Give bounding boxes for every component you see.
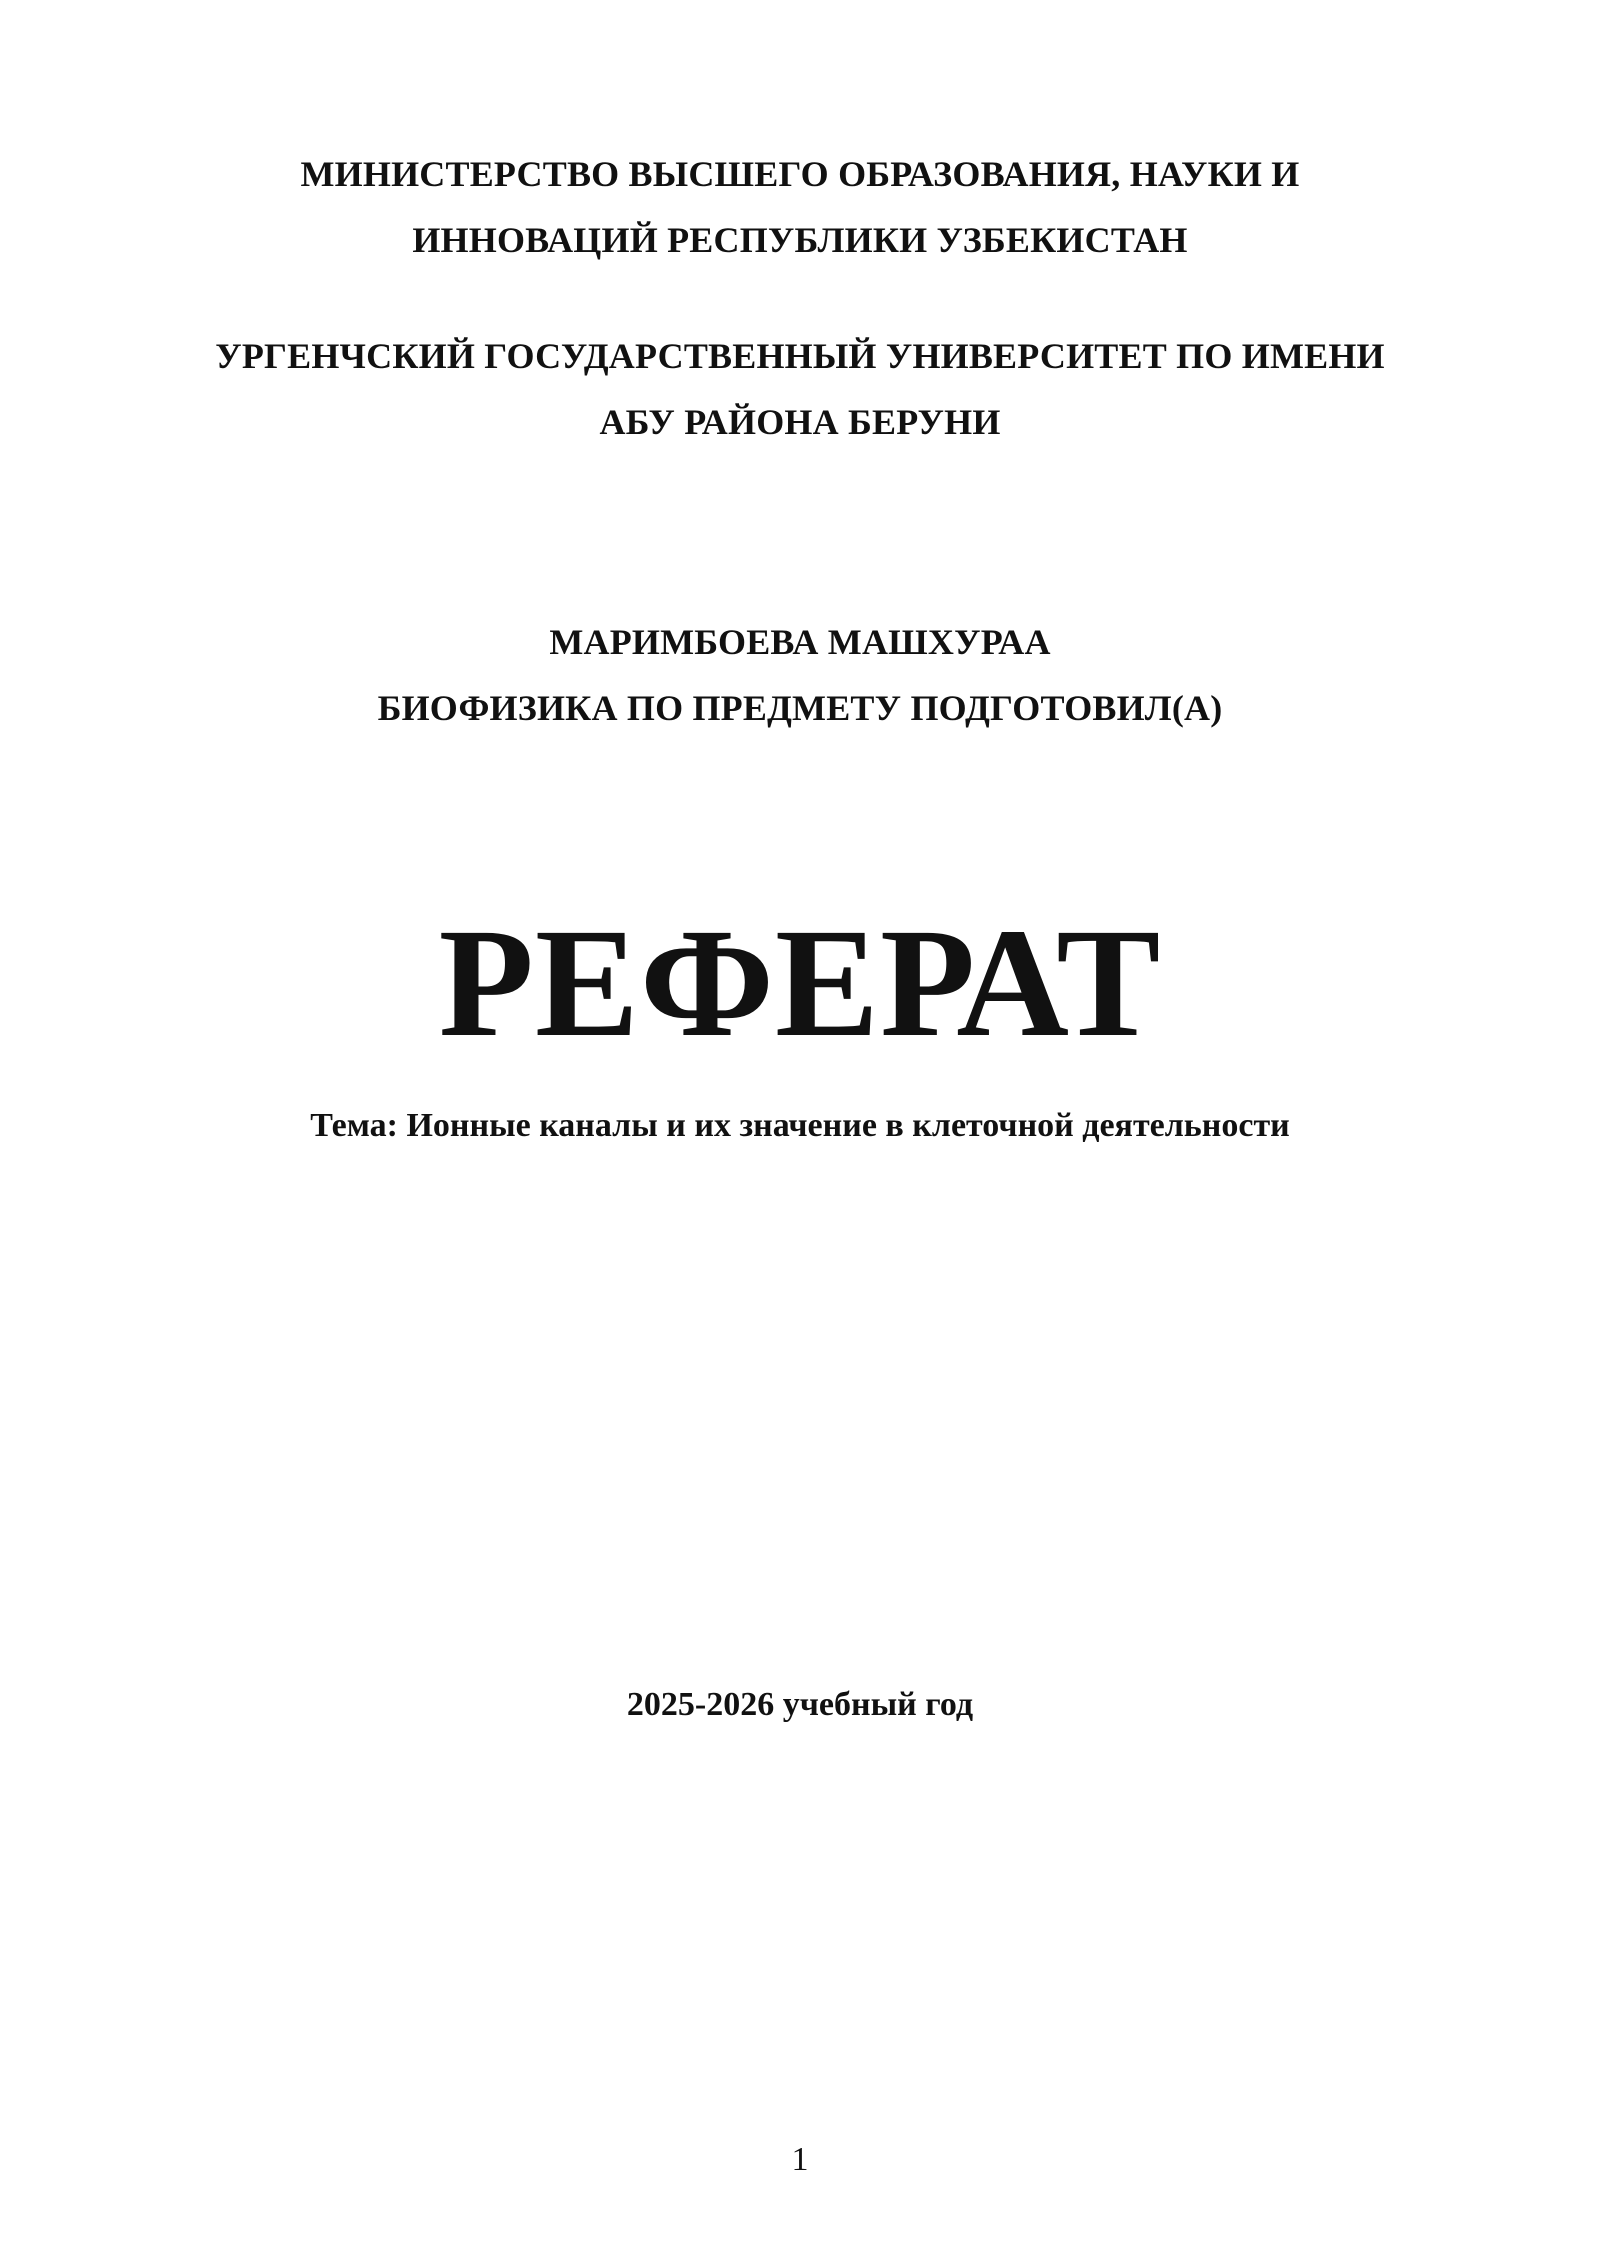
ministry-title-line-2: ИННОВАЦИЙ РЕСПУБЛИКИ УЗБЕКИСТАН [412, 220, 1188, 260]
university-title-line-2: АБУ РАЙОНА БЕРУНИ [599, 402, 1001, 442]
document-topic: Тема: Ионные каналы и их значение в клеточной деятельности [310, 1107, 1290, 1144]
academic-year: 2025-2026 учебный год [626, 1686, 974, 1723]
author-subject-line: БИОФИЗИКА ПО ПРЕДМЕТУ ПОДГОТОВИЛ(А) [377, 688, 1223, 728]
document-type-title: РЕФЕРАТ [438, 896, 1162, 1069]
page-number: 1 [791, 2141, 809, 2178]
university-title-line-1: УРГЕНЧСКИЙ ГОСУДАРСТВЕННЫЙ УНИВЕРСИТЕТ ПО ИМЕНИ [215, 336, 1385, 376]
author-name: МАРИМБОЕВА МАШХУРАА [549, 622, 1051, 662]
ministry-title-line-1: МИНИСТЕРСТВО ВЫСШЕГО ОБРАЗОВАНИЯ, НАУКИ И [300, 154, 1300, 194]
